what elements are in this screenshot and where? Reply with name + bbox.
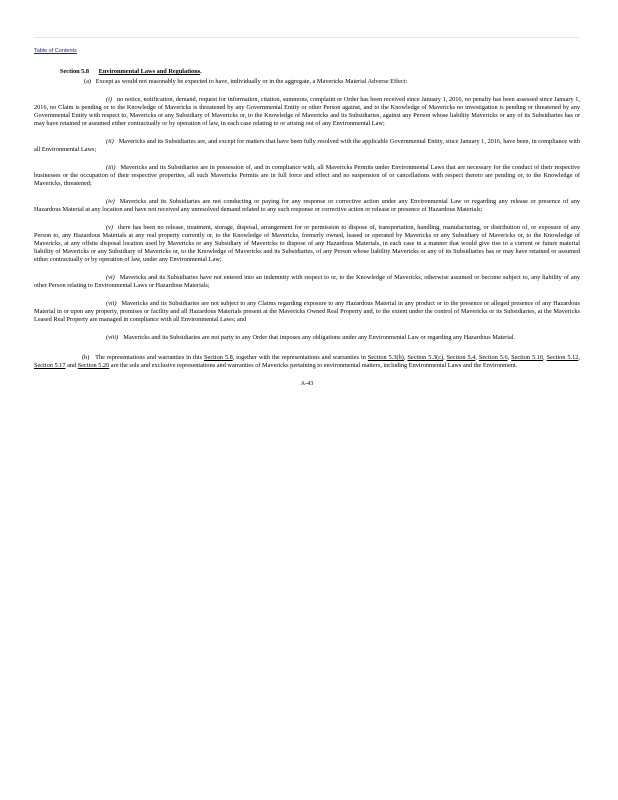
item-number: (viii) [106,334,119,341]
section-title: Environmental Laws and Regulations [98,68,201,75]
item-number: (iii) [106,164,116,171]
section-ref-link[interactable]: Section 5.10 [511,354,543,361]
paragraph-b-text: are the sole and exclusive representations and warranties of Mavericks pertaining to environmental matters, including Environmental Laws and the Environment. [110,362,518,369]
item-text: there has been no release, treatment, storage, disposal, arrangement for or permission to dispose of, transportation, handling, manufacturing, or distribution of, or exposure of any Person to, any Hazardous Materials at any real property currently or, to the Knowledge of Mavericks, formerly owned, leased or operated by Mavericks or any Subsidiary of Mavericks or, to the Knowledge of Mavericks, at any offsite disposal location used by Mavericks or any Subsidiary of Mavericks to dispose of any Hazardous Materials, in each case in a manner that would give rise to a current or future material liability of Mavericks or any Subsidiary of Mavericks or, to the Knowledge of Mavericks and its Subsidiaries, of any Person whose liability Mavericks or any of its Subsidiaries has or may have retained or assumed either contractually or by operation of law, under any Environmental Law; [34,224,580,263]
paragraph-b-text: , together with the representations and warranties in [232,354,366,361]
item-text: Mavericks and its Subsidiaries have not entered into an indemnity with respect to or, to the Knowledge of Mavericks, otherwise assumed or become subject to, any liability of any other Person relating to Environmental Laws or Hazardous Materials; [34,274,580,289]
table-of-contents-link[interactable]: Table of Contents [34,48,77,54]
item-text: no notice, notification, demand, request for information, citation, summons, complaint or Order has been received since January 1, 2016, no penalty has been assessed since January 1, 2016, no Claim is pending or to the Knowledge of Mavericks is threatened by any Governmental Entity or other Person against, and to the Knowledge of Mavericks no investigation is pending or threatened by any Governmental Entity with respect to, Mavericks or any Subsidiary of Mavericks or, to the Knowledge of Mavericks and its Subsidiaries, against any Person whose liability Mavericks or any of its Subsidiaries has or may have retained or assumed either contractually or by operation of law, in each case relating to or arising out of any Environmental Law; [34,96,580,127]
item-text: Mavericks and its Subsidiaries are not subject to any Claims regarding exposure to any Hazardous Material in any product or to the presence or alleged presence of any Hazardous Material in or upon any property, premises or facility and all Hazardous Materials present at the Mavericks Owned Real Property and, to the extent under the control of Mavericks or its Subsidiaries, at the Mavericks Leased Real Property are managed in compliance with all Environmental Laws; and [34,300,580,323]
item-number: (i) [106,96,112,103]
paragraph-b-label: (b) [82,354,90,361]
paragraph-b-text: and [67,362,77,369]
subparagraph-item [34,164,580,188]
section-ref-link[interactable]: Section 5.3(b) [367,354,404,361]
item-number: (iv) [106,198,115,205]
paragraph-a-text: Except as would not reasonably be expected to have, individually or in the aggregate, a Mavericks Material Adverse Effect: [95,78,408,85]
paragraph-a-label: (a) [84,78,91,85]
subparagraph-item [34,300,580,324]
section-ref-link[interactable]: Section 5.20 [77,362,110,369]
section-ref-link[interactable]: Section 5.3(c) [407,354,444,361]
item-text: Mavericks and its Subsidiaries are not party to any Order that imposes any obligations under any Environmental Law or regarding any Hazardous Material. [123,334,516,341]
document-page [34,68,580,394]
subparagraph-item [34,198,580,214]
item-number: (vi) [106,274,115,281]
item-number: (ii) [106,138,114,145]
page-number: A-43 [300,380,314,387]
subparagraph-item [34,334,580,342]
subparagraph-item [34,96,580,128]
item-number: (vii) [106,300,117,307]
paragraph-b: (b) The representations and warranties in this Section 5.8, together with the representations and warranties in Section 5.3(b), Section 5.3(c), Section 5.4, Section 5.6, Section 5.10, Section 5.12, Section 5.17 and Section 5.20 are the sole and exclusive representations and warranties of Mavericks pertaining to environmental matters, including Environmental Laws and the Environment. [34,354,580,369]
paragraph-a [84,78,580,86]
subparagraph-item [34,224,580,264]
item-text: Mavericks and its Subsidiaries are in possession of, and in compliance with, all Mavericks Permits under Environmental Laws that are necessary for the conduct of their respective businesses or the occupation of their respective properties, all such Mavericks Permits are in full force and effect and no suspension of or cancellations with respect thereto are pending or, to the Knowledge of Mavericks, threatened; [34,164,580,187]
top-divider [34,37,580,38]
paragraph-b-text: The representations and warranties in this [95,354,203,361]
section-ref-link[interactable]: Section 5.6 [478,354,508,361]
section-title-trail: . [200,68,202,75]
item-text: Mavericks and its Subsidiaries are, and except for matters that have been fully resolved with the applicable Governmental Entity, since January 1, 2016, have been, in compliance with all Environmental Laws; [34,138,580,153]
section-number: Section 5.8 [60,68,90,75]
section-heading [60,68,580,76]
item-text: Mavericks and its Subsidiaries are not conducting or paying for any response or corrective action under any Environmental Law or regarding any release or presence of any Hazardous Material at any location and have not received any unresolved demand related to any such response or corrective action or release or presence of Hazardous Materials; [34,198,580,213]
subparagraph-item [34,274,580,290]
section-ref-link[interactable]: Section 5.12 [546,354,579,361]
section-ref-link[interactable]: Section 5.8 [204,354,233,361]
subparagraph-list [34,96,580,342]
item-number: (v) [106,224,113,231]
section-ref-link[interactable]: Section 5.17 [34,362,66,369]
section-ref-link[interactable]: Section 5.4 [446,354,476,361]
subparagraph-item [34,138,580,154]
